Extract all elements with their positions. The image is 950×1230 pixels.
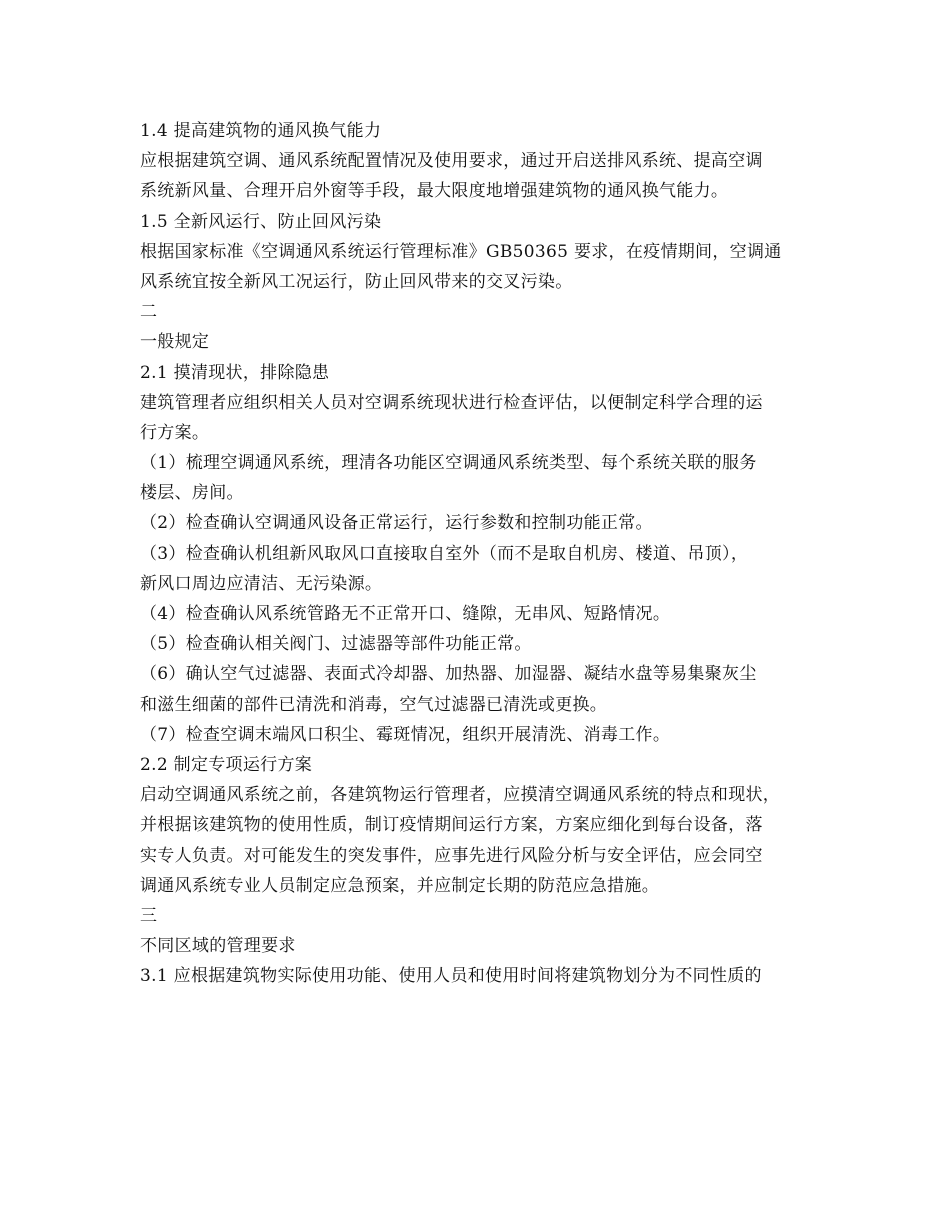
paragraph-line: 行方案。 [140,422,210,443]
section-heading-2-2: 2.2 制定专项运行方案 [140,754,313,775]
paragraph-line: 实专人负责。对可能发生的突发事件，应事先进行风险分析与安全评估，应会同空 [140,845,763,866]
chapter-number-2: 二 [140,302,158,323]
section-heading-3-1: 3.1 应根据建筑物实际使用功能、使用人员和使用时间将建筑物划分为不同性质的 [140,966,762,987]
list-item-1: （1）梳理空调通风系统，理清各功能区空调通风系统类型、每个系统关联的服务 [140,453,757,474]
list-item-6-continued: 和滋生细菌的部件已清洗和消毒，空气过滤器已清洗或更换。 [140,694,608,715]
list-item-2: （2）检查确认空调通风设备正常运行，运行参数和控制功能正常。 [140,513,653,534]
list-item-5: （5）检查确认相关阀门、过滤器等部件功能正常。 [140,634,532,655]
list-item-6: （6）确认空气过滤器、表面式冷却器、加热器、加湿器、凝结水盘等易集聚灰尘 [140,664,757,685]
paragraph-line: 系统新风量、合理开启外窗等手段，最大限度地增强建筑物的通风换气能力。 [140,181,729,202]
paragraph-line: 启动空调通风系统之前，各建筑物运行管理者，应摸清空调通风系统的特点和现状， [140,785,781,806]
section-heading-1-5: 1.5 全新风运行、防止回风污染 [140,211,382,232]
list-item-1-continued: 楼层、房间。 [140,483,244,504]
list-item-4: （4）检查确认风系统管路无不正常开口、缝隙，无串风、短路情况。 [140,604,671,624]
chapter-title-3: 不同区域的管理要求 [140,936,296,957]
chapter-title-2: 一般规定 [140,332,210,353]
list-item-7: （7）检查空调末端风口积尘、霉斑情况，组织开展清洗、消毒工作。 [140,724,671,745]
section-heading-2-1: 2.1 摸清现状，排除隐患 [140,362,330,383]
paragraph-line: 调通风系统专业人员制定应急预案，并应制定长期的防范应急措施。 [140,875,659,896]
paragraph-line: 并根据该建筑物的使用性质，制订疫情期间运行方案，方案应细化到每台设备，落 [140,815,763,836]
paragraph-line: 风系统宜按全新风工况运行，防止回风带来的交叉污染。 [140,271,573,292]
list-item-3-continued: 新风口周边应清洁、无污染源。 [140,573,383,594]
chapter-number-3: 三 [140,905,158,926]
paragraph-line: 应根据建筑空调、通风系统配置情况及使用要求，通过开启送排风系统、提高空调 [140,151,763,172]
paragraph-line: 建筑管理者应组织相关人员对空调系统现状进行检查评估，以便制定科学合理的运 [140,392,763,413]
paragraph-line: 根据国家标准《空调通风系统运行管理标准》GB50365 要求，在疫情期间，空调通 [140,241,782,262]
document-body [140,116,830,991]
list-item-3: （3）检查确认机组新风取风口直接取自室外（而不是取自机房、楼道、吊顶）， [140,543,749,564]
section-heading-1-4: 1.4 提高建筑物的通风换气能力 [140,121,382,141]
